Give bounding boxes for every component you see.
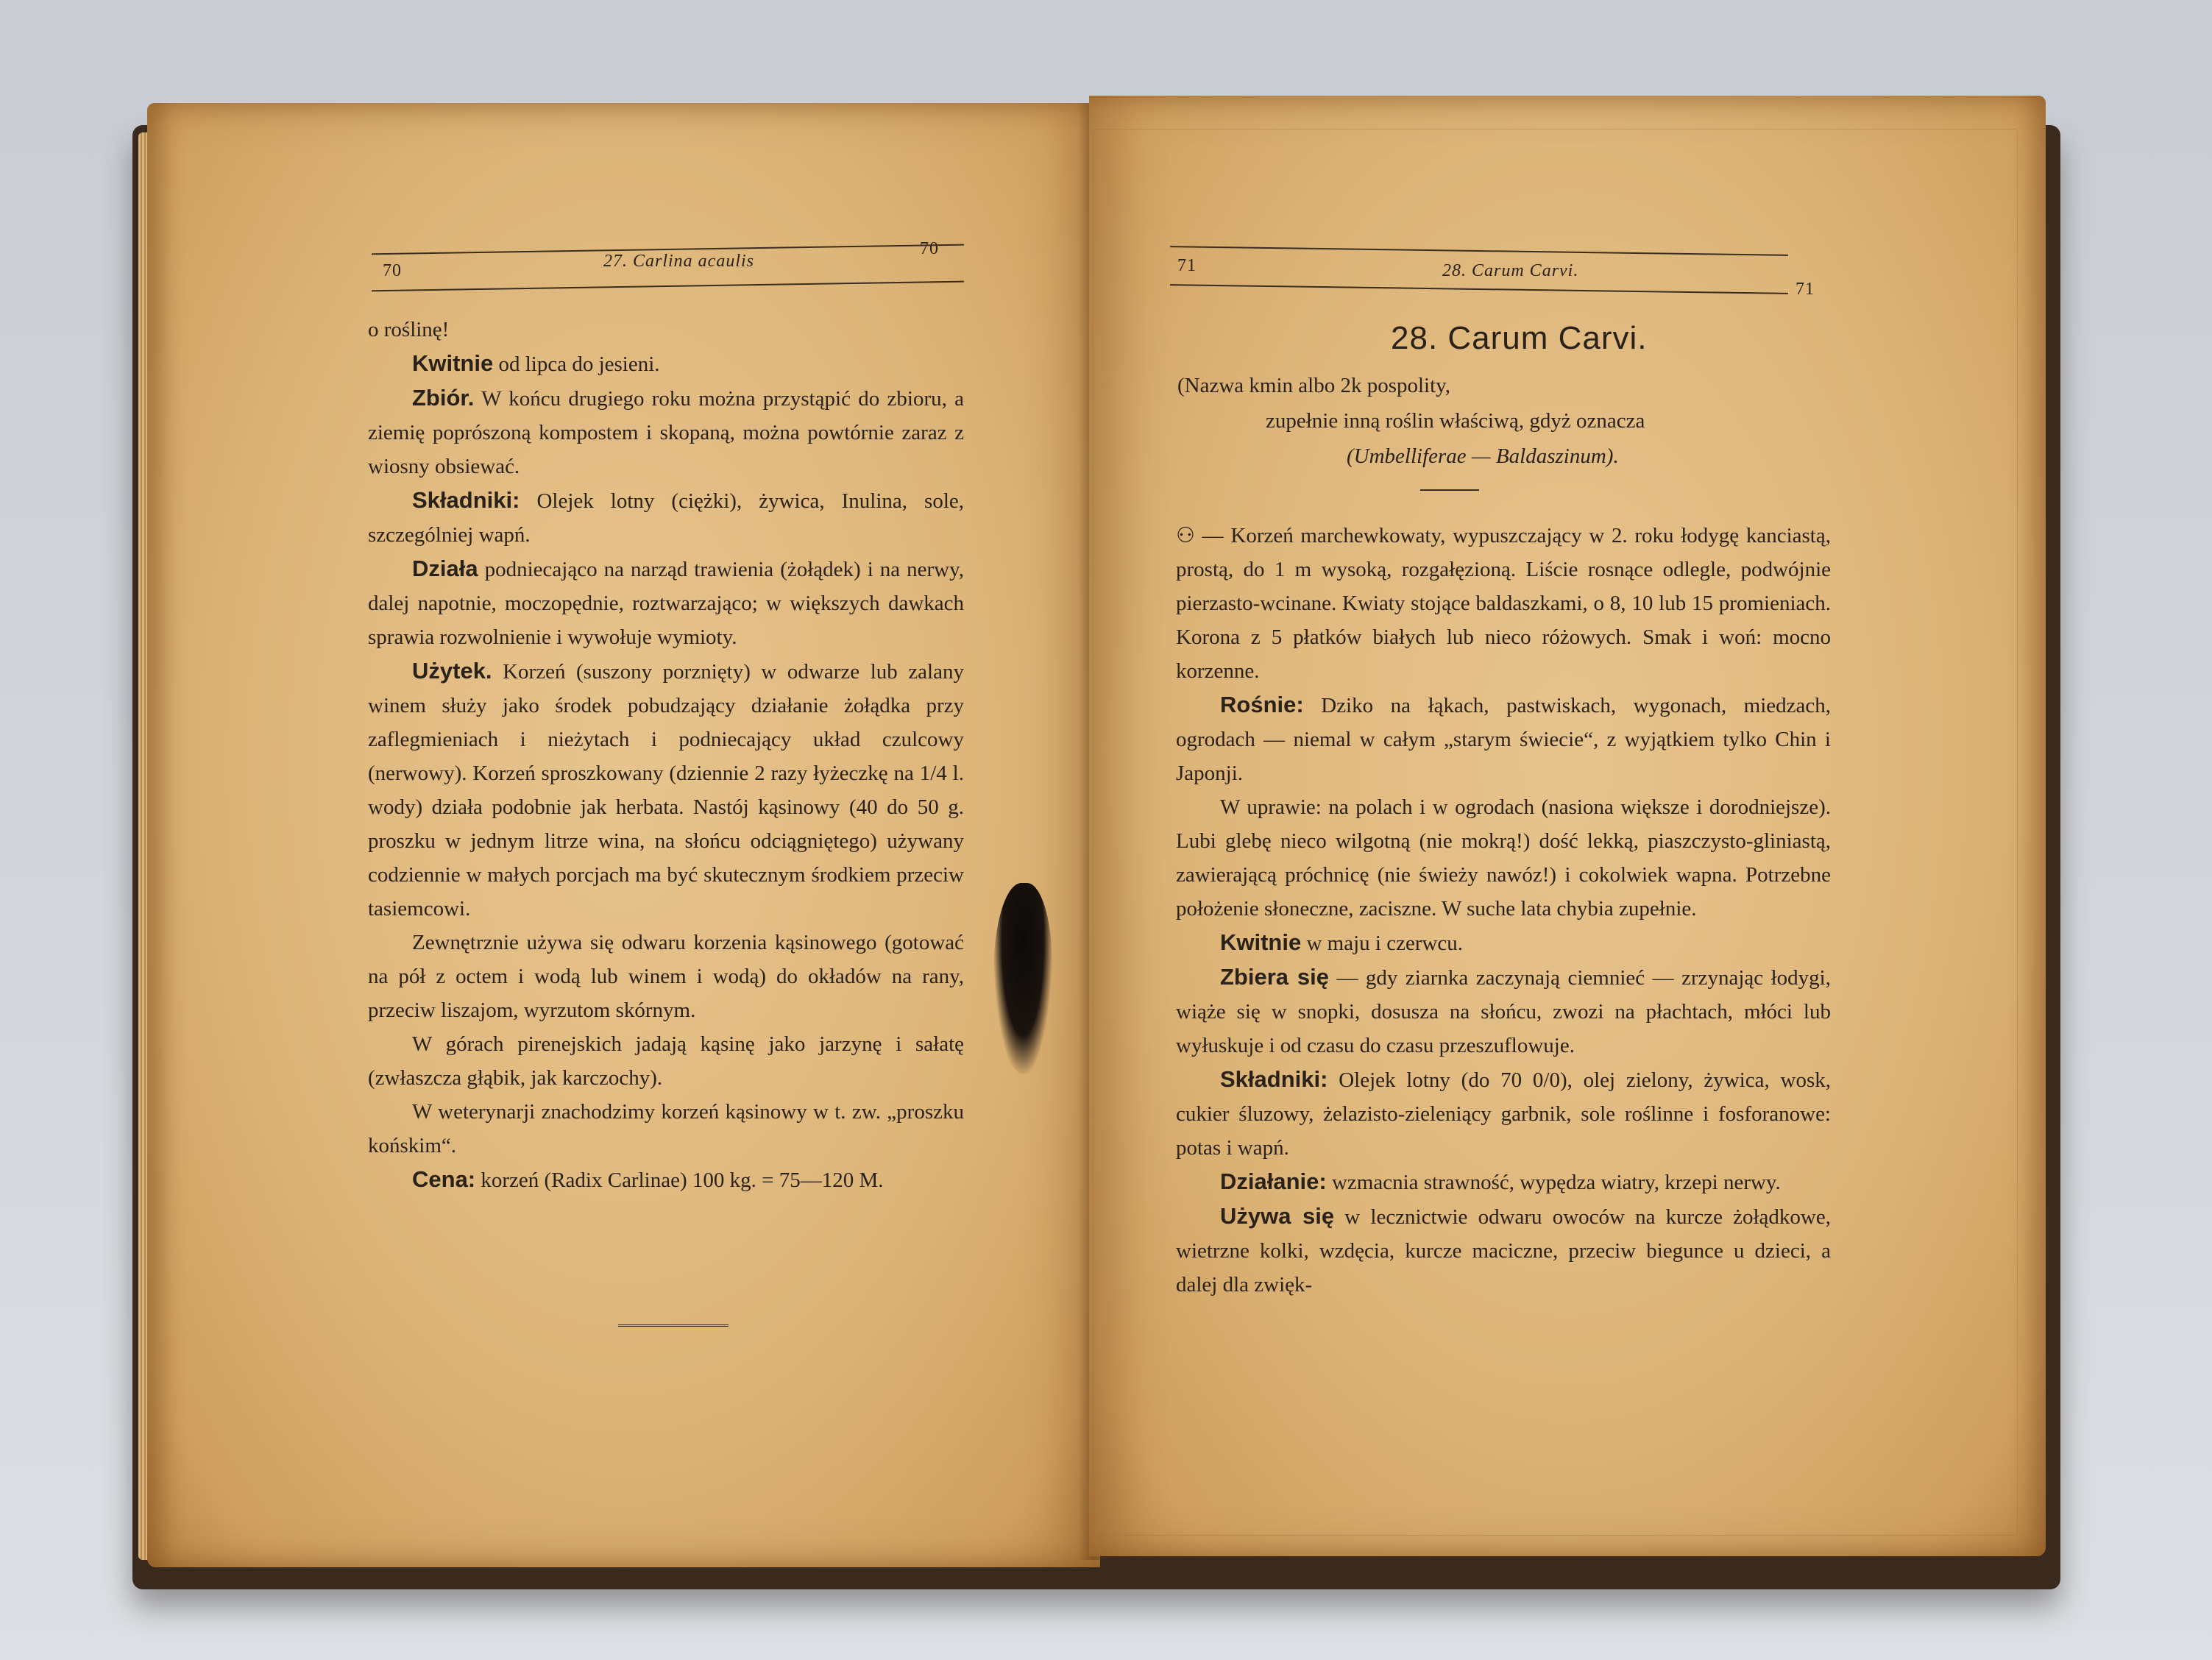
subtitle-line: (Nazwa kmin albo 2k pospolity, bbox=[1177, 374, 1451, 397]
right-header-rule-top bbox=[1170, 246, 1788, 256]
subtitle-line: (Umbelliferae — Baldaszinum). bbox=[1347, 444, 1619, 468]
keyword-label: Cena: bbox=[412, 1166, 476, 1192]
right-header-rule-bottom bbox=[1170, 284, 1788, 294]
open-book bbox=[132, 96, 2060, 1582]
paragraph-text: Korzeń (suszony porznięty) w odwarze lub zalany winem służy jako środek pobudzający działanie żołądka przy zaflegmieniach i nieżytach i podniecający układ czulcowy (nerwowy). Korzeń sproszkowany (dziennie 2 razy łyżeczkę na 1/4 l. wody) działa podobnie jak herbata. Nastój kąsinowy (40 do 50 g. proszku w jednym litrze wina, na słońcu odciągniętego) używany codziennie w małych porcjach ma być skutecznym środkiem przeciw tasiemcowi. bbox=[368, 660, 964, 921]
paragraph-text: w maju i czerwcu. bbox=[1301, 932, 1464, 955]
keyword-label: Używa się bbox=[1220, 1203, 1335, 1229]
body-paragraph bbox=[368, 654, 964, 926]
paragraph-text: od lipca do jesieni. bbox=[493, 352, 660, 376]
body-paragraph bbox=[368, 313, 964, 347]
paragraph-text: podniecająco na narząd trawienia (żołądek) i na nerwy, dalej napotnie, moczopędnie, roztwarzająco; w większych dawkach sprawia rozwolnienie i wywołuje wymioty. bbox=[368, 558, 964, 649]
left-page-number-right: 70 bbox=[920, 239, 939, 258]
keyword-label: Rośnie: bbox=[1220, 692, 1304, 717]
left-page bbox=[147, 103, 1100, 1567]
keyword-label: Działa bbox=[412, 556, 478, 581]
ink-stain bbox=[993, 883, 1052, 1074]
right-body-text bbox=[1176, 519, 1831, 1302]
paragraph-text: W górach pirenejskich jadają kąsinę jako jarzynę i sałatę (zwłaszcza głąbik, jak karczochy). bbox=[368, 1032, 964, 1090]
body-paragraph bbox=[1176, 1165, 1831, 1199]
body-paragraph bbox=[368, 483, 964, 552]
right-running-title: 28. Carum Carvi. bbox=[1442, 261, 1579, 280]
left-header-rule-bottom bbox=[372, 281, 964, 292]
right-subtitle bbox=[1177, 368, 1825, 474]
body-paragraph bbox=[368, 552, 964, 654]
paragraph-text: W końcu drugiego roku można przystąpić do zbioru, a ziemię poprószoną kompostem i skopaną, można powtórnie zaraz z wiosny obsiewać. bbox=[368, 387, 964, 478]
body-paragraph bbox=[1176, 688, 1831, 790]
paragraph-text: Olejek lotny (ciężki), żywica, Inulina, sole, szczególniej wapń. bbox=[368, 489, 964, 547]
paragraph-text: W weterynarji znachodzimy korzeń kąsinowy w t. zw. „proszku końskim“. bbox=[368, 1100, 964, 1157]
right-page-number-right: 71 bbox=[1796, 280, 1815, 299]
body-paragraph bbox=[1176, 926, 1831, 960]
keyword-label: Kwitnie bbox=[412, 350, 494, 376]
keyword-label: Składniki: bbox=[1220, 1066, 1328, 1092]
body-paragraph bbox=[1176, 960, 1831, 1063]
keyword-label: Zbiór. bbox=[412, 385, 475, 411]
right-page-number-left: 71 bbox=[1177, 256, 1197, 275]
paragraph-text: wzmacnia strawność, wypędza wiatry, krzepi nerwy. bbox=[1326, 1171, 1781, 1194]
left-body-text bbox=[368, 313, 964, 1197]
body-paragraph bbox=[368, 1095, 964, 1163]
paragraph-text: Olejek lotny (do 70 0/0), olej zielony, żywica, wosk, cukier śluzowy, żelazisto-zieleniący garbnik, sole roślinne i fosforanowe: potas i wapń. bbox=[1176, 1068, 1831, 1160]
keyword-label: Składniki: bbox=[412, 487, 520, 513]
body-paragraph bbox=[368, 1027, 964, 1095]
paragraph-text: ⚇ — Korzeń marchewkowaty, wypuszczający w 2. roku łodygę kanciastą, prostą, do 1 m wysoką, rozgałęzioną. Liście rosnące odlegle, podwójnie pierzasto-wcinane. Kwiaty stojące baldaszkami, o 8, 10 lub 15 promieniach. Korona z 5 płatków białych lub nieco różowych. Smak i woń: mocno korzenne. bbox=[1176, 524, 1831, 683]
body-paragraph bbox=[368, 1163, 964, 1197]
paragraph-text: Dziko na łąkach, pastwiskach, wygonach, miedzach, ogrodach — niemal w całym „starym świecie“, z wyjątkiem tylko Chin i Japonji. bbox=[1176, 694, 1831, 785]
paragraph-text: Zewnętrznie używa się odwaru korzenia kąsinowego (gotować na pół z octem i wodą lub winem i wodą) do okładów na rany, przeciw liszajom, wyrzutom skórnym. bbox=[368, 931, 964, 1022]
left-end-ornament bbox=[618, 1324, 729, 1327]
keyword-label: Zbiera się bbox=[1220, 964, 1329, 990]
body-paragraph bbox=[1176, 519, 1831, 688]
body-paragraph bbox=[1176, 1063, 1831, 1165]
keyword-label: Działanie: bbox=[1220, 1168, 1327, 1194]
right-title-divider bbox=[1420, 489, 1479, 491]
right-page bbox=[1089, 96, 2046, 1556]
left-page-number-left: 70 bbox=[383, 261, 402, 280]
body-paragraph bbox=[368, 926, 964, 1027]
subtitle-line: zupełnie inną roślin właściwą, gdyż oznacza bbox=[1266, 409, 1645, 433]
keyword-label: Użytek. bbox=[412, 658, 492, 684]
paragraph-text: w lecznictwie odwaru owoców na kurcze żołądkowe, wietrzne kolki, wzdęcia, kurcze maciczne, przeciw biegunce u dzieci, a dalej dla zwięk- bbox=[1176, 1205, 1831, 1297]
body-paragraph bbox=[1176, 790, 1831, 926]
body-paragraph bbox=[368, 347, 964, 381]
paragraph-text: korzeń (Radix Carlinae) 100 kg. = 75—120 M. bbox=[475, 1168, 884, 1192]
body-paragraph bbox=[368, 381, 964, 483]
left-running-title: 27. Carlina acaulis bbox=[603, 252, 755, 271]
paragraph-text: — gdy ziarnka zaczynają ciemnieć — zrzynając łodygi, wiąże się w snopki, dosusza na słońcu, zwozi na płachtach, młóci lub wyłuskuje i od czasu do czasu przeszuflowuje. bbox=[1176, 966, 1831, 1057]
paragraph-text: W uprawie: na polach i w ogrodach (nasiona większe i dorodniejsze). Lubi glebę nieco wilgotną (nie mokrą!) dość lekką, piaszczysto-gliniastą, zawierającą próchnicę (nie świeży nawóz!) i cokolwiek wapna. Potrzebne położenie słoneczne, zaciszne. W suche lata chybia zupełnie. bbox=[1176, 795, 1831, 921]
paragraph-text: o roślinę! bbox=[368, 318, 450, 341]
keyword-label: Kwitnie bbox=[1220, 929, 1302, 955]
body-paragraph bbox=[1176, 1199, 1831, 1302]
right-section-title: 28. Carum Carvi. bbox=[1391, 320, 1648, 356]
